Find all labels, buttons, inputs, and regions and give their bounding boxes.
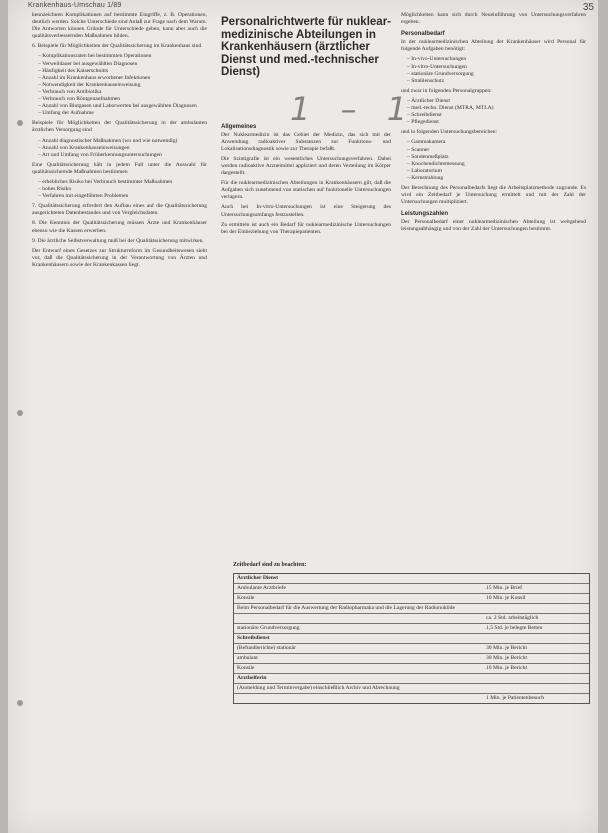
table-row: [234, 604, 589, 614]
table-cell-label: Ambulante Arztbriefe: [237, 585, 286, 591]
gruppen-list: [401, 98, 586, 126]
paragraph-7: 7. Qualitätssicherung erfordert den Aufbau eines auf die Qualitätssicherung ausgerichteten Datenbestandes und von Vergleichsdaten.: [32, 203, 207, 217]
list-item: – Verweildauer bei ausgewählten Diagnosen: [38, 61, 207, 68]
handwritten-annotation: 1 – 1: [290, 90, 418, 128]
merkmale-intro: Eine Qualitätssicherung hält in jedem Fall unter die Auswahl für qualitätssichernde Maßnahmen bestimmen: [32, 161, 207, 175]
table-section-head: Ärztlicher Dienst: [234, 574, 589, 584]
table-cell-label: (Anmeldung und Terminvergabe) einschließlich Archiv und Abrechnung: [237, 685, 400, 691]
table-cell-value: [486, 685, 586, 692]
aufgaben-intro: In der nuklearmedizinischen Abteilung der Krankenhäuser wird Personal für folgende Aufgaben benötigt:: [401, 39, 586, 53]
list-item: – Anzahl von Blutgasen und Laborwerten bei ausgewählten Diagnosen: [38, 103, 207, 110]
zeitbedarf-label: Zeitbedarf sind zu beachten:: [233, 562, 307, 568]
binding-holes: [17, 0, 27, 833]
page-number: 35: [582, 2, 594, 13]
ambulant-list: [32, 138, 207, 159]
table-cell-value: ca. 2 Std. arbeitstäglich: [486, 615, 539, 621]
running-head: Krankenhaus-Umschau 1/89: [28, 2, 122, 9]
middle-column: [221, 12, 391, 239]
paragraph-9: 9. Die ärztliche Selbstverwaltung muß bei der Qualitätssicherung mitwirken.: [32, 237, 204, 244]
table-row: [234, 664, 589, 674]
list-item: – Strahlenschutz: [407, 78, 586, 85]
list-item: – erhebliches Risiko bei Verbrauch bestimmter Maßnahmen: [38, 179, 207, 186]
table-cell-label: Beim Personalbedarf für die Auswertung der Radiopharmaka und die Lagerung der Radionuklide: [237, 605, 455, 611]
list-item: – Umfang der Aufnahme: [38, 110, 207, 117]
subheading-allgemeines: Allgemeines: [221, 123, 257, 130]
list-item: – Verbrauch von Röntgenaufnahmen: [38, 96, 207, 103]
paragraph-8: 8. Die Kenntnis der Qualitätssicherung müssen Ärzte und Krankenhäuser ebenso wie die Kassen erwerben.: [32, 220, 207, 234]
table-cell-value: 15 Min. je Brief: [486, 585, 523, 591]
left-column: [32, 12, 207, 272]
table-section-head: Arzthelferin: [234, 674, 589, 684]
list-item: – stationäre Grundversorgung: [407, 71, 586, 78]
list-item: – hohes Risiko: [38, 186, 207, 193]
table-cell-value: 1 Min. je Patientenbesuch: [486, 695, 545, 701]
table-cell-label: Konsile: [237, 595, 255, 601]
mid-paragraph-2: Die Szintigrafie ist ein wesentliches Untersuchungsverfahren. Dabei werden radioaktive Arzneimittel appliziert und deren Verteilung im Körper dargestellt.: [221, 155, 391, 177]
mid-paragraph-5: Zu ermitteln ist auch ein Bedarf für nuklearmedizinische Untersuchungen bei der Einbeziehung von Therapiepatienten.: [221, 221, 391, 235]
item6-list: [32, 53, 207, 117]
ambulant-intro: Beispiele für Möglichkeiten der Qualitätssicherung in der ambulanten ärztlichen Versorgung sind: [32, 120, 207, 134]
list-item: – Komplikationsraten bei bestimmten Operationen: [38, 53, 207, 60]
table-row: [234, 684, 589, 694]
paragraph-final: Der Entwurf eines Gesetzes zur Strukturreform im Gesundheitswesen sieht vor, daß die Qualitätssicherung in der Verantwortung von Ärzten und Krankenhäusern sowie der Krankenkassen liegt.: [32, 247, 207, 268]
table-cell-label: Konsile: [237, 665, 255, 671]
mid-paragraph-4: Auch bei In-vitro-Untersuchungen ist eine Steigerung des Untersuchungsumfangs festzustellen.: [221, 204, 391, 218]
article-title: Personalrichtwerte für nuklear-medizinische Abteilungen in Krankenhäusern (ärztlicher Dienst und med.-technischer Dienst): [221, 16, 391, 78]
table-cell-value: 30 Min. je Bericht: [486, 645, 528, 651]
table-cell-label: (Befundberichte) stationär: [237, 645, 296, 651]
list-item: – Notwendigkeit der Krankenhauseinweisung: [38, 82, 207, 89]
list-item: – Anzahl von Krankenhauseinweisungen: [38, 145, 207, 152]
bereiche-list: [401, 139, 586, 182]
binding-hole: [17, 700, 23, 706]
table-row: [234, 694, 589, 703]
list-item: – Anzahl im Krankenhaus erworbener Infektionen: [38, 75, 207, 82]
table-row: [234, 594, 589, 604]
table-cell-value: 30 Min. je Bericht: [486, 655, 528, 661]
binding-hole: [17, 410, 23, 416]
table-cell-label: [237, 695, 486, 702]
list-item: – Ärztlicher Dienst: [407, 98, 586, 105]
table-row: [234, 644, 589, 654]
list-item: – Schreibdienst: [407, 112, 586, 119]
table-cell-value: 1,5 Std. je belegte Betten: [486, 625, 543, 631]
list-item: – Art und Umfang von Früherkennungsuntersuchungen: [38, 152, 207, 159]
table-cell-value: 10 Min. je Bericht: [486, 665, 528, 671]
gruppen-intro: und zwar in folgenden Personalgruppen:: [401, 87, 492, 94]
list-item: – In-vivo-Untersuchungen: [407, 56, 586, 63]
list-item: – Scanner: [407, 147, 586, 154]
table-cell-value: 10 Min. je Konsil: [486, 595, 526, 601]
mid-paragraph-1: Der Nuklearmedizin ist das Gebiet der Medizin, das sich mit der Anwendung radioaktiver Substanzen zur Funktions- und Lokalisationsdiagnostik sowie zur Therapie befaßt.: [221, 131, 391, 152]
left-intro: kennzeichnen Komplikationen auf bestimmte Eingriffe, z. B. Operationen, deutlich werden. Solche Unterschiede sind Anlaß zur Frage nach dem Warum. Die Antworten können Gründe für Unterschiede geben, kann aber auch die qualitätsverbessernden Maßnahmen bilden.: [32, 12, 207, 40]
item6-intro: 6. Beispiele für Möglichkeiten der Qualitätssicherung im Krankenhaus sind: [32, 43, 202, 50]
table-row: [234, 624, 589, 634]
subheading-personalbedarf: Personalbedarf: [401, 31, 445, 38]
zeitbedarf-table: [233, 573, 590, 704]
list-item: – In-vitro-Untersuchungen: [407, 64, 586, 71]
list-item: – Gammakamera: [407, 139, 586, 146]
list-item: – Verfahren mit eingeführten Problemen: [38, 193, 207, 200]
list-item: – Laboratorium: [407, 168, 586, 175]
table-row: [234, 654, 589, 664]
list-item: – Sondenmeßplatz: [407, 154, 586, 161]
title-spacer: [221, 87, 391, 119]
list-item: – Pflegedienst: [407, 119, 586, 126]
binding-hole: [17, 120, 23, 126]
table-section-head: Schreibdienst: [234, 634, 589, 644]
list-item: – med.-techn. Dienst (MTRA, MTLA): [407, 105, 586, 112]
aufgaben-list: [401, 56, 586, 84]
list-item: – Verbrauch von Antibiotika: [38, 89, 207, 96]
berechnung-paragraph: Der Berechnung des Personalbedarfs liegt die Arbeitsplatzmethode zugrunde. Es wird ein Zeitbedarf je Untersuchung ermittelt und mit der Zahl der Untersuchungen multipliziert.: [401, 184, 586, 206]
merkmale-list: [32, 179, 207, 200]
mid-paragraph-3: Für die nuklearmedizinischen Abteilungen in Krankenhäusern gilt, daß die Aufgaben sich zunehmend von statischen auf funktionelle Untersuchungen verlagern.: [221, 180, 391, 201]
subheading-leistung: Leistungszahlen: [401, 211, 449, 218]
table-cell-label: [237, 615, 486, 622]
table-cell-label: ambulant: [237, 655, 258, 661]
table-row: [234, 614, 589, 624]
table-cell-value: [486, 605, 586, 612]
table-cell-label: stationäre Grundversorgung: [237, 625, 300, 631]
list-item: – Knochendichtemessung: [407, 161, 586, 168]
list-item: – Anzahl diagnostischer Maßnahmen (wo und wie notwendig): [38, 138, 207, 145]
list-item: – Häufigkeit des Kaiserschnitts: [38, 68, 207, 75]
right-column: [401, 12, 586, 237]
bereiche-intro: und in folgenden Untersuchungsbereichen:: [401, 129, 498, 136]
list-item: – Kernstrahlung: [407, 175, 586, 182]
right-intro: Möglichkeiten kann sich durch Neueinführung von Untersuchungsverfahren ergeben.: [401, 12, 586, 26]
leistung-paragraph: Der Personalbedarf einer nuklearmedizinischen Abteilung ist weitgehend leistungsabhängig und von der Zahl der Untersuchungen bestimmt.: [401, 219, 586, 233]
journal-page: [8, 0, 598, 833]
table-row: [234, 584, 589, 594]
